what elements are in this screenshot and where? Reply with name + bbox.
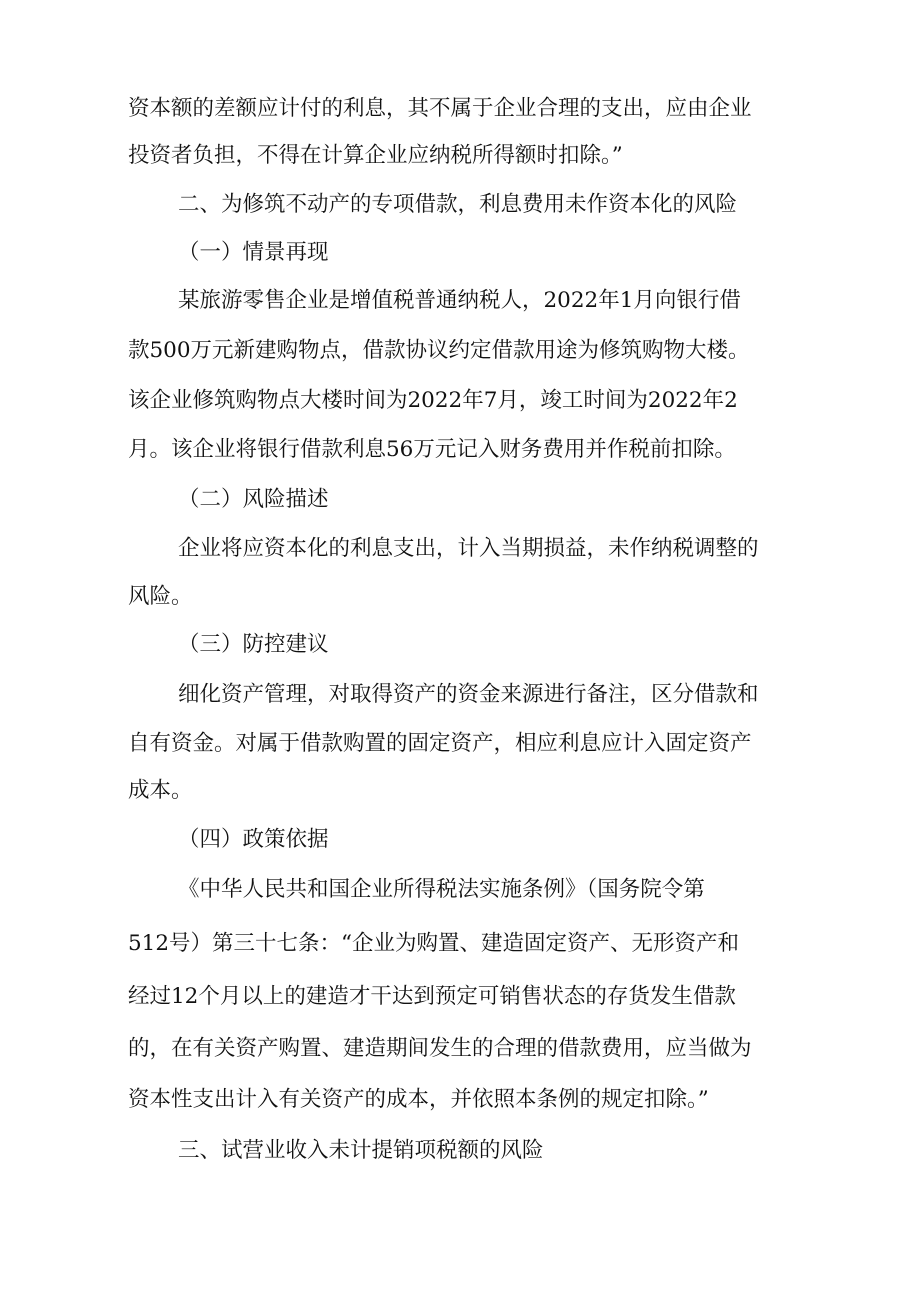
- paragraph-line: 细化资产管理，对取得资产的资金来源进行备注，区分借款和: [178, 682, 759, 707]
- paragraph-line: 企业将应资本化的利息支出，计入当期损益，未作纳税调整的: [178, 536, 759, 561]
- paragraph-line: 该企业修筑购物点大楼时间为2022年7月，竣工时间为2022年2: [128, 388, 738, 413]
- section-heading: 三、试营业收入未计提销项税额的风险: [178, 1138, 544, 1163]
- paragraph-line: 某旅游零售企业是增值税普通纳税人，2022年1月向银行借: [178, 288, 741, 313]
- paragraph-line: 成本。: [128, 778, 193, 803]
- paragraph-line: 经过12个月以上的建造才干达到预定可销售状态的存货发生借款: [128, 984, 736, 1009]
- paragraph-line: 款500万元新建购物点，借款协议约定借款用途为修筑购物大楼。: [128, 338, 750, 363]
- paragraph-line: 的，在有关资产购置、建造期间发生的合理的借款费用，应当做为: [128, 1036, 752, 1061]
- subsection-heading: （一）情景再现: [178, 240, 329, 265]
- paragraph-line: 《中华人民共和国企业所得税法实施条例》（国务院令第: [178, 877, 705, 902]
- subsection-heading: （二）风险描述: [178, 487, 329, 512]
- paragraph-line: 512号）第三十七条：“企业为购置、建造固定资产、无形资产和: [128, 931, 740, 956]
- section-heading: 二、为修筑不动产的专项借款，利息费用未作资本化的风险: [178, 192, 738, 217]
- paragraph-line: 资本性支出计入有关资产的成本，并依照本条例的规定扣除。”: [128, 1087, 709, 1112]
- paragraph-line: 自有资金。对属于借款购置的固定资产，相应利息应计入固定资产: [128, 731, 752, 756]
- paragraph-line: 投资者负担，不得在计算企业应纳税所得额时扣除。”: [128, 143, 623, 168]
- paragraph-line: 资本额的差额应计付的利息，其不属于企业合理的支出，应由企业: [128, 96, 752, 121]
- paragraph-line: 风险。: [128, 584, 193, 609]
- subsection-heading: （四）政策依据: [178, 827, 329, 852]
- paragraph-line: 月。该企业将银行借款利息56万元记入财务费用并作税前扣除。: [128, 437, 736, 462]
- subsection-heading: （三）防控建议: [178, 632, 329, 657]
